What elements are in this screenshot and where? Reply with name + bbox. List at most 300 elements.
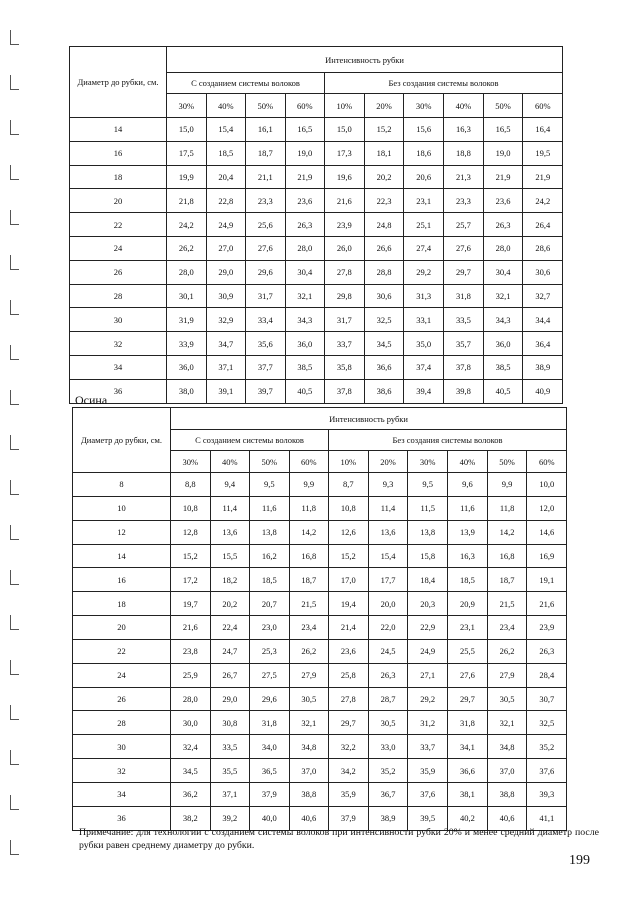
table-row bbox=[70, 260, 563, 284]
value-cell: 8,7 bbox=[329, 473, 369, 497]
value-cell: 24,5 bbox=[368, 639, 408, 663]
value-cell: 15,2 bbox=[329, 544, 369, 568]
diameter-cell: 22 bbox=[70, 213, 167, 237]
value-cell: 21,6 bbox=[171, 616, 211, 640]
value-cell: 14,6 bbox=[527, 520, 567, 544]
value-cell: 15,4 bbox=[368, 544, 408, 568]
value-cell: 13,9 bbox=[448, 520, 488, 544]
value-cell: 37,6 bbox=[527, 759, 567, 783]
value-cell: 21,4 bbox=[329, 616, 369, 640]
value-cell: 33,9 bbox=[167, 332, 207, 356]
diameter-cell: 30 bbox=[70, 308, 167, 332]
value-cell: 19,1 bbox=[527, 568, 567, 592]
value-cell: 36,4 bbox=[523, 332, 563, 356]
margin-mark bbox=[10, 255, 19, 270]
margin-mark bbox=[10, 120, 19, 135]
diameter-cell: 10 bbox=[73, 496, 171, 520]
value-cell: 24,2 bbox=[167, 213, 207, 237]
value-cell: 17,5 bbox=[167, 141, 207, 165]
aspen-diameter-table bbox=[72, 407, 567, 831]
value-cell: 20,0 bbox=[368, 592, 408, 616]
value-cell: 23,6 bbox=[329, 639, 369, 663]
value-cell: 27,5 bbox=[250, 663, 290, 687]
margin-mark bbox=[10, 390, 19, 405]
value-cell: 33,4 bbox=[246, 308, 286, 332]
value-cell: 34,0 bbox=[250, 735, 290, 759]
value-cell: 31,9 bbox=[167, 308, 207, 332]
intensity-percent-header: 40% bbox=[448, 451, 488, 473]
value-cell: 39,7 bbox=[246, 379, 286, 403]
value-cell: 34,5 bbox=[364, 332, 404, 356]
value-cell: 22,9 bbox=[408, 616, 448, 640]
value-cell: 25,7 bbox=[444, 213, 484, 237]
value-cell: 37,4 bbox=[404, 355, 444, 379]
value-cell: 18,5 bbox=[206, 141, 246, 165]
value-cell: 19,0 bbox=[483, 141, 523, 165]
diameter-cell: 34 bbox=[70, 355, 167, 379]
table-row bbox=[73, 711, 567, 735]
value-cell: 30,1 bbox=[167, 284, 207, 308]
value-cell: 34,4 bbox=[523, 308, 563, 332]
margin-mark bbox=[10, 435, 19, 450]
value-cell: 26,2 bbox=[487, 639, 527, 663]
value-cell: 8,8 bbox=[171, 473, 211, 497]
intensity-percent-header: 30% bbox=[408, 451, 448, 473]
table-row bbox=[70, 165, 563, 189]
value-cell: 27,8 bbox=[329, 687, 369, 711]
intensity-percent-header: 40% bbox=[206, 94, 246, 118]
value-cell: 9,9 bbox=[487, 473, 527, 497]
value-cell: 29,6 bbox=[246, 260, 286, 284]
value-cell: 32,7 bbox=[523, 284, 563, 308]
value-cell: 37,1 bbox=[206, 355, 246, 379]
intensity-percent-header: 50% bbox=[483, 94, 523, 118]
value-cell: 21,9 bbox=[523, 165, 563, 189]
value-cell: 32,2 bbox=[329, 735, 369, 759]
value-cell: 11,8 bbox=[289, 496, 329, 520]
value-cell: 23,1 bbox=[448, 616, 488, 640]
diameter-cell: 16 bbox=[73, 568, 171, 592]
value-cell: 25,6 bbox=[246, 213, 286, 237]
value-cell: 15,2 bbox=[364, 118, 404, 142]
value-cell: 29,2 bbox=[404, 260, 444, 284]
value-cell: 23,8 bbox=[171, 639, 211, 663]
value-cell: 20,4 bbox=[206, 165, 246, 189]
value-cell: 40,5 bbox=[285, 379, 325, 403]
value-cell: 39,2 bbox=[210, 806, 250, 830]
value-cell: 34,3 bbox=[483, 308, 523, 332]
value-cell: 33,1 bbox=[404, 308, 444, 332]
value-cell: 38,1 bbox=[448, 782, 488, 806]
value-cell: 15,8 bbox=[408, 544, 448, 568]
value-cell: 39,4 bbox=[404, 379, 444, 403]
diameter-cell: 20 bbox=[73, 616, 171, 640]
diameter-cell: 24 bbox=[73, 663, 171, 687]
intensity-percent-header: 30% bbox=[404, 94, 444, 118]
value-cell: 35,6 bbox=[246, 332, 286, 356]
value-cell: 22,8 bbox=[206, 189, 246, 213]
value-cell: 32,1 bbox=[289, 711, 329, 735]
margin-mark bbox=[10, 660, 19, 675]
value-cell: 37,7 bbox=[246, 355, 286, 379]
diameter-cell: 24 bbox=[70, 236, 167, 260]
value-cell: 27,9 bbox=[289, 663, 329, 687]
value-cell: 17,3 bbox=[325, 141, 365, 165]
value-cell: 24,8 bbox=[364, 213, 404, 237]
value-cell: 22,0 bbox=[368, 616, 408, 640]
value-cell: 36,6 bbox=[364, 355, 404, 379]
footnote: Примечание: для технологии с созданием системы волоков при интенсивности рубки 20% и менее средний диаметр после рубки равен среднему диаметру до рубки. bbox=[79, 827, 599, 851]
table-row bbox=[70, 308, 563, 332]
value-cell: 31,7 bbox=[246, 284, 286, 308]
value-cell: 15,0 bbox=[167, 118, 207, 142]
value-cell: 16,4 bbox=[523, 118, 563, 142]
value-cell: 25,8 bbox=[329, 663, 369, 687]
value-cell: 9,5 bbox=[250, 473, 290, 497]
value-cell: 32,9 bbox=[206, 308, 246, 332]
table-row bbox=[70, 379, 563, 403]
value-cell: 39,3 bbox=[527, 782, 567, 806]
value-cell: 10,8 bbox=[329, 496, 369, 520]
value-cell: 19,9 bbox=[167, 165, 207, 189]
table-row bbox=[73, 735, 567, 759]
value-cell: 20,2 bbox=[364, 165, 404, 189]
value-cell: 39,5 bbox=[408, 806, 448, 830]
intensity-percent-header: 60% bbox=[285, 94, 325, 118]
intensity-percent-header: 30% bbox=[171, 451, 211, 473]
value-cell: 23,1 bbox=[404, 189, 444, 213]
table-row bbox=[73, 520, 567, 544]
intensity-percent-header: 60% bbox=[289, 451, 329, 473]
table-row bbox=[73, 782, 567, 806]
value-cell: 26,3 bbox=[368, 663, 408, 687]
table-row bbox=[73, 616, 567, 640]
diameter-cell: 18 bbox=[73, 592, 171, 616]
value-cell: 12,6 bbox=[329, 520, 369, 544]
value-cell: 30,4 bbox=[483, 260, 523, 284]
value-cell: 26,2 bbox=[167, 236, 207, 260]
diameter-cell: 36 bbox=[73, 806, 171, 830]
intensity-percent-header: 10% bbox=[329, 451, 369, 473]
diameter-cell: 30 bbox=[73, 735, 171, 759]
value-cell: 30,5 bbox=[487, 687, 527, 711]
value-cell: 24,2 bbox=[523, 189, 563, 213]
value-cell: 29,2 bbox=[408, 687, 448, 711]
value-cell: 23,4 bbox=[487, 616, 527, 640]
value-cell: 27,6 bbox=[444, 236, 484, 260]
table-row bbox=[70, 236, 563, 260]
margin-mark bbox=[10, 570, 19, 585]
table-row bbox=[70, 141, 563, 165]
value-cell: 34,8 bbox=[289, 735, 329, 759]
value-cell: 14,2 bbox=[289, 520, 329, 544]
diameter-cell: 28 bbox=[70, 284, 167, 308]
table-row bbox=[70, 213, 563, 237]
value-cell: 33,7 bbox=[408, 735, 448, 759]
value-cell: 37,6 bbox=[408, 782, 448, 806]
intensity-header: Интенсивность рубки bbox=[171, 408, 567, 430]
margin-mark bbox=[10, 30, 19, 45]
margin-mark bbox=[10, 165, 19, 180]
value-cell: 12,0 bbox=[527, 496, 567, 520]
value-cell: 35,9 bbox=[408, 759, 448, 783]
value-cell: 19,0 bbox=[285, 141, 325, 165]
value-cell: 30,8 bbox=[210, 711, 250, 735]
margin-mark bbox=[10, 525, 19, 540]
value-cell: 38,6 bbox=[364, 379, 404, 403]
value-cell: 35,8 bbox=[325, 355, 365, 379]
value-cell: 16,5 bbox=[285, 118, 325, 142]
table-row bbox=[70, 332, 563, 356]
value-cell: 23,0 bbox=[250, 616, 290, 640]
value-cell: 16,3 bbox=[444, 118, 484, 142]
value-cell: 20,7 bbox=[250, 592, 290, 616]
table-row bbox=[73, 687, 567, 711]
value-cell: 31,8 bbox=[444, 284, 484, 308]
value-cell: 18,1 bbox=[364, 141, 404, 165]
value-cell: 40,5 bbox=[483, 379, 523, 403]
value-cell: 17,2 bbox=[171, 568, 211, 592]
value-cell: 38,9 bbox=[368, 806, 408, 830]
intensity-percent-header: 50% bbox=[246, 94, 286, 118]
diameter-cell: 22 bbox=[73, 639, 171, 663]
value-cell: 20,2 bbox=[210, 592, 250, 616]
diameter-cell: 32 bbox=[73, 759, 171, 783]
value-cell: 19,7 bbox=[171, 592, 211, 616]
value-cell: 32,5 bbox=[527, 711, 567, 735]
value-cell: 24,7 bbox=[210, 639, 250, 663]
value-cell: 40,6 bbox=[289, 806, 329, 830]
value-cell: 30,9 bbox=[206, 284, 246, 308]
value-cell: 26,4 bbox=[523, 213, 563, 237]
value-cell: 34,8 bbox=[487, 735, 527, 759]
value-cell: 29,8 bbox=[325, 284, 365, 308]
value-cell: 37,9 bbox=[250, 782, 290, 806]
table-row bbox=[73, 568, 567, 592]
value-cell: 32,5 bbox=[364, 308, 404, 332]
table-row bbox=[73, 639, 567, 663]
value-cell: 30,6 bbox=[523, 260, 563, 284]
value-cell: 11,8 bbox=[487, 496, 527, 520]
diameter-cell: 20 bbox=[70, 189, 167, 213]
value-cell: 15,4 bbox=[206, 118, 246, 142]
value-cell: 40,9 bbox=[523, 379, 563, 403]
value-cell: 30,5 bbox=[289, 687, 329, 711]
value-cell: 34,5 bbox=[171, 759, 211, 783]
diameter-cell: 36 bbox=[70, 379, 167, 403]
value-cell: 16,2 bbox=[250, 544, 290, 568]
value-cell: 28,0 bbox=[285, 236, 325, 260]
diameter-cell: 32 bbox=[70, 332, 167, 356]
value-cell: 15,5 bbox=[210, 544, 250, 568]
value-cell: 33,0 bbox=[368, 735, 408, 759]
value-cell: 11,5 bbox=[408, 496, 448, 520]
page-number: 199 bbox=[569, 853, 590, 868]
table-row bbox=[73, 592, 567, 616]
diameter-cell: 26 bbox=[73, 687, 171, 711]
value-cell: 18,8 bbox=[444, 141, 484, 165]
value-cell: 33,5 bbox=[444, 308, 484, 332]
value-cell: 35,2 bbox=[368, 759, 408, 783]
value-cell: 28,0 bbox=[167, 260, 207, 284]
value-cell: 26,0 bbox=[325, 236, 365, 260]
intensity-percent-header: 40% bbox=[444, 94, 484, 118]
value-cell: 39,1 bbox=[206, 379, 246, 403]
table-row bbox=[70, 189, 563, 213]
value-cell: 15,2 bbox=[171, 544, 211, 568]
value-cell: 32,1 bbox=[483, 284, 523, 308]
value-cell: 21,6 bbox=[325, 189, 365, 213]
margin-mark bbox=[10, 795, 19, 810]
value-cell: 28,6 bbox=[523, 236, 563, 260]
value-cell: 14,2 bbox=[487, 520, 527, 544]
group-with-skid-trails: С созданием системы волоков bbox=[171, 430, 329, 451]
value-cell: 37,8 bbox=[444, 355, 484, 379]
value-cell: 11,4 bbox=[368, 496, 408, 520]
value-cell: 9,4 bbox=[210, 473, 250, 497]
value-cell: 20,3 bbox=[408, 592, 448, 616]
value-cell: 38,5 bbox=[483, 355, 523, 379]
value-cell: 9,6 bbox=[448, 473, 488, 497]
value-cell: 28,0 bbox=[483, 236, 523, 260]
diameter-header: Диаметр до рубки, см. bbox=[73, 408, 171, 473]
binding-margin-marks bbox=[6, 0, 20, 905]
value-cell: 37,8 bbox=[325, 379, 365, 403]
value-cell: 37,0 bbox=[487, 759, 527, 783]
value-cell: 16,9 bbox=[527, 544, 567, 568]
value-cell: 15,6 bbox=[404, 118, 444, 142]
value-cell: 33,5 bbox=[210, 735, 250, 759]
margin-mark bbox=[10, 210, 19, 225]
margin-mark bbox=[10, 345, 19, 360]
value-cell: 30,7 bbox=[527, 687, 567, 711]
intensity-percent-header: 50% bbox=[250, 451, 290, 473]
value-cell: 21,9 bbox=[483, 165, 523, 189]
value-cell: 27,4 bbox=[404, 236, 444, 260]
intensity-percent-header: 30% bbox=[167, 94, 207, 118]
value-cell: 37,1 bbox=[210, 782, 250, 806]
value-cell: 18,5 bbox=[250, 568, 290, 592]
value-cell: 35,0 bbox=[404, 332, 444, 356]
value-cell: 36,2 bbox=[171, 782, 211, 806]
value-cell: 18,4 bbox=[408, 568, 448, 592]
value-cell: 13,6 bbox=[368, 520, 408, 544]
value-cell: 12,8 bbox=[171, 520, 211, 544]
value-cell: 38,5 bbox=[285, 355, 325, 379]
value-cell: 21,8 bbox=[167, 189, 207, 213]
group-with-skid-trails: С созданием системы волоков bbox=[167, 73, 325, 94]
value-cell: 18,7 bbox=[487, 568, 527, 592]
value-cell: 36,7 bbox=[368, 782, 408, 806]
value-cell: 29,7 bbox=[448, 687, 488, 711]
margin-mark bbox=[10, 615, 19, 630]
value-cell: 34,2 bbox=[329, 759, 369, 783]
value-cell: 27,9 bbox=[487, 663, 527, 687]
value-cell: 10,8 bbox=[171, 496, 211, 520]
value-cell: 31,2 bbox=[408, 711, 448, 735]
intensity-percent-header: 20% bbox=[364, 94, 404, 118]
value-cell: 38,0 bbox=[167, 379, 207, 403]
birch-diameter-table bbox=[69, 46, 563, 404]
intensity-percent-header: 10% bbox=[325, 94, 365, 118]
value-cell: 11,6 bbox=[250, 496, 290, 520]
table-row bbox=[70, 118, 563, 142]
value-cell: 41,1 bbox=[527, 806, 567, 830]
diameter-cell: 14 bbox=[70, 118, 167, 142]
value-cell: 16,5 bbox=[483, 118, 523, 142]
value-cell: 26,7 bbox=[210, 663, 250, 687]
value-cell: 17,0 bbox=[329, 568, 369, 592]
value-cell: 36,5 bbox=[250, 759, 290, 783]
diameter-cell: 12 bbox=[73, 520, 171, 544]
value-cell: 25,5 bbox=[448, 639, 488, 663]
value-cell: 13,8 bbox=[250, 520, 290, 544]
value-cell: 26,3 bbox=[285, 213, 325, 237]
group-without-skid-trails: Без создания системы волоков bbox=[325, 73, 563, 94]
value-cell: 36,0 bbox=[167, 355, 207, 379]
value-cell: 31,3 bbox=[404, 284, 444, 308]
diameter-header: Диаметр до рубки, см. bbox=[70, 47, 167, 118]
value-cell: 27,6 bbox=[246, 236, 286, 260]
value-cell: 22,4 bbox=[210, 616, 250, 640]
value-cell: 28,0 bbox=[171, 687, 211, 711]
value-cell: 29,7 bbox=[444, 260, 484, 284]
group-without-skid-trails: Без создания системы волоков bbox=[329, 430, 567, 451]
value-cell: 21,5 bbox=[487, 592, 527, 616]
value-cell: 39,8 bbox=[444, 379, 484, 403]
value-cell: 18,7 bbox=[289, 568, 329, 592]
table-row bbox=[73, 663, 567, 687]
value-cell: 16,8 bbox=[289, 544, 329, 568]
value-cell: 23,9 bbox=[527, 616, 567, 640]
value-cell: 10,0 bbox=[527, 473, 567, 497]
value-cell: 25,9 bbox=[171, 663, 211, 687]
intensity-percent-header: 50% bbox=[487, 451, 527, 473]
value-cell: 23,3 bbox=[444, 189, 484, 213]
value-cell: 30,5 bbox=[368, 711, 408, 735]
value-cell: 31,8 bbox=[448, 711, 488, 735]
intensity-percent-header: 20% bbox=[368, 451, 408, 473]
value-cell: 37,0 bbox=[289, 759, 329, 783]
margin-mark bbox=[10, 480, 19, 495]
value-cell: 31,7 bbox=[325, 308, 365, 332]
diameter-cell: 14 bbox=[73, 544, 171, 568]
value-cell: 18,2 bbox=[210, 568, 250, 592]
value-cell: 19,4 bbox=[329, 592, 369, 616]
value-cell: 21,5 bbox=[289, 592, 329, 616]
intensity-percent-header: 60% bbox=[527, 451, 567, 473]
value-cell: 9,3 bbox=[368, 473, 408, 497]
value-cell: 27,8 bbox=[325, 260, 365, 284]
margin-mark bbox=[10, 300, 19, 315]
value-cell: 23,4 bbox=[289, 616, 329, 640]
value-cell: 16,8 bbox=[487, 544, 527, 568]
value-cell: 40,2 bbox=[448, 806, 488, 830]
value-cell: 23,9 bbox=[325, 213, 365, 237]
value-cell: 26,6 bbox=[364, 236, 404, 260]
section-title: Осина bbox=[75, 393, 108, 407]
value-cell: 29,6 bbox=[250, 687, 290, 711]
value-cell: 32,1 bbox=[285, 284, 325, 308]
value-cell: 19,5 bbox=[523, 141, 563, 165]
value-cell: 22,3 bbox=[364, 189, 404, 213]
value-cell: 24,9 bbox=[408, 639, 448, 663]
value-cell: 40,6 bbox=[487, 806, 527, 830]
value-cell: 29,0 bbox=[210, 687, 250, 711]
table-row bbox=[73, 759, 567, 783]
value-cell: 23,6 bbox=[483, 189, 523, 213]
value-cell: 30,6 bbox=[364, 284, 404, 308]
